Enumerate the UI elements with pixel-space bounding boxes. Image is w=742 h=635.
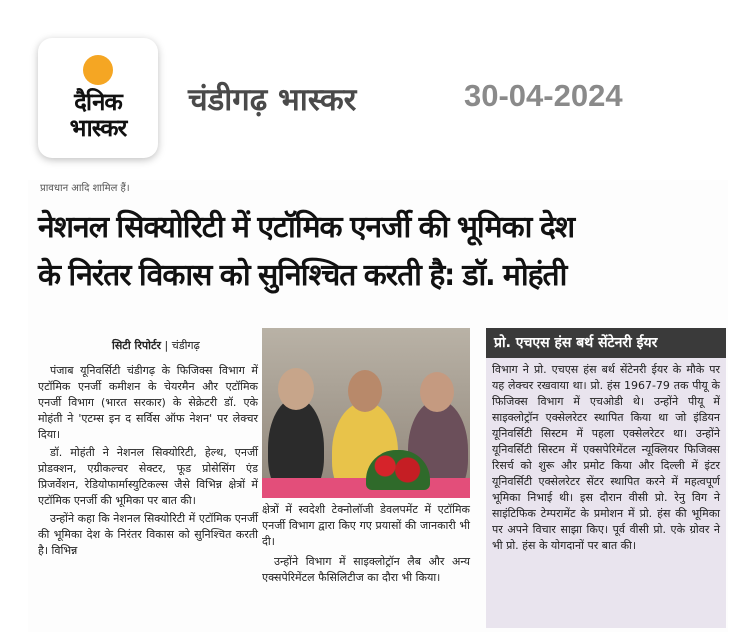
edition-name: चंडीगढ़ भास्कर [188,82,357,118]
headline-line-2: के निरंतर विकास को सुनिश्चित करती है: डॉ. मोहंती [38,258,567,293]
article-headline [38,204,728,300]
person-head [278,368,314,410]
edition-date: 30-04-2024 [464,78,623,113]
headline-line-1: नेशनल सिक्योरिटी में एटॉमिक एनर्जी की भूमिका देश [38,210,575,245]
byline-reporter: सिटी रिपोर्टर [112,339,161,352]
person-head [420,372,454,412]
paragraph: क्षेत्रों में स्वदेशी टेक्नोलॉजी डेवलपमेंट में एटॉमिक एनर्जी विभाग द्वारा किए गए प्रयासों की जानकारी भी दी। [262,503,470,548]
sidebar-body: विभाग ने प्रो. एचएस हंस बर्थ सेंटेनरी ईयर के मौके पर यह लेक्चर रखवाया था। प्रो. हंस 1967-79 तक पीयू के फिजिक्स विभाग में एचओडी थे। उन्होंने पीयू में साइक्लोट्रॉन एक्सेलरेटर स्थापित किया था जो इंडियन यूनिवर्सिटी सिस्टम में पहला एक्सेलरेटर था। उन्होंने यूनिवर्सिटी सिस्टम में एक्सपेरिमेंटल न्यूक्लियर फिजिक्स रिसर्च को शुरू और प्रमोट किया और दिल्ली में इंटर यूनिवर्सिटी एक्सेलरेटर सेंटर स्थापित करने में महत्वपूर्ण भूमिका निभाई थी। इस दौरान वीसी प्रो. रेनु विग ने साइंटिफिक टेम्परामेंट के प्रमोशन में प्रो. हंस की भूमिका पर अपने विचार साझा किए। पूर्व वीसी प्रो. एके ग्रोवर ने भी प्रो. हंस के योगदानों पर बात की। [492,363,720,552]
paragraph: डॉ. मोहंती ने नेशनल सिक्योरिटी, हेल्थ, एनर्जी प्रोडक्शन, एग्रीकल्चर सेक्टर, फूड प्रोसेसिंग एंड प्रिजर्वेशन, रेडियोफार्मास्युटिकल्स जैसे विभिन्न क्षेत्रों में एटॉमिक एनर्जी की भूमिका पर बात की। [38,446,258,507]
sidebar-box [486,328,726,628]
sidebar-heading: प्रो. एचएस हंस बर्थ सेंटेनरी ईयर [486,328,726,358]
logo-text-line2: भास्कर [69,114,127,142]
byline-separator: | [164,339,172,352]
sun-icon [83,55,113,85]
dainik-bhaskar-logo [38,38,158,158]
news-clipping [28,180,728,632]
paragraph: उन्होंने विभाग में साइक्लोट्रॉन लैब और अन्य एक्सपेरिमेंटल फैसिलिटीज का दौरा भी किया। [262,555,470,584]
cut-off-text: प्रावधान आदि शामिल हैं। [40,183,130,194]
byline [112,338,200,353]
byline-place: चंडीगढ़ [171,339,200,352]
paragraph: पंजाब यूनिवर्सिटी चंडीगढ़ के फिजिक्स विभाग में एटॉमिक एनर्जी कमीशन के चेयरमैन और एटॉमिक एनर्जी विभाग (भारत सरकार) के सेक्रेटरी डॉ. एके मोहंती ने 'एटम्स इन द सर्विस ऑफ नेशन' पर लेक्चर दिया। [38,364,258,441]
logo-text-line1: दैनिक [74,88,122,116]
person-head [348,370,382,412]
article-column-middle [262,502,470,590]
article-column-left [38,363,258,561]
paragraph: उन्होंने कहा कि नेशनल सिक्योरिटी में एटॉमिक एनर्जी की भूमिका देश के निरंतर विकास को सुनिश्चित करती है। विभिन्न [38,512,258,557]
event-photo [262,328,470,498]
